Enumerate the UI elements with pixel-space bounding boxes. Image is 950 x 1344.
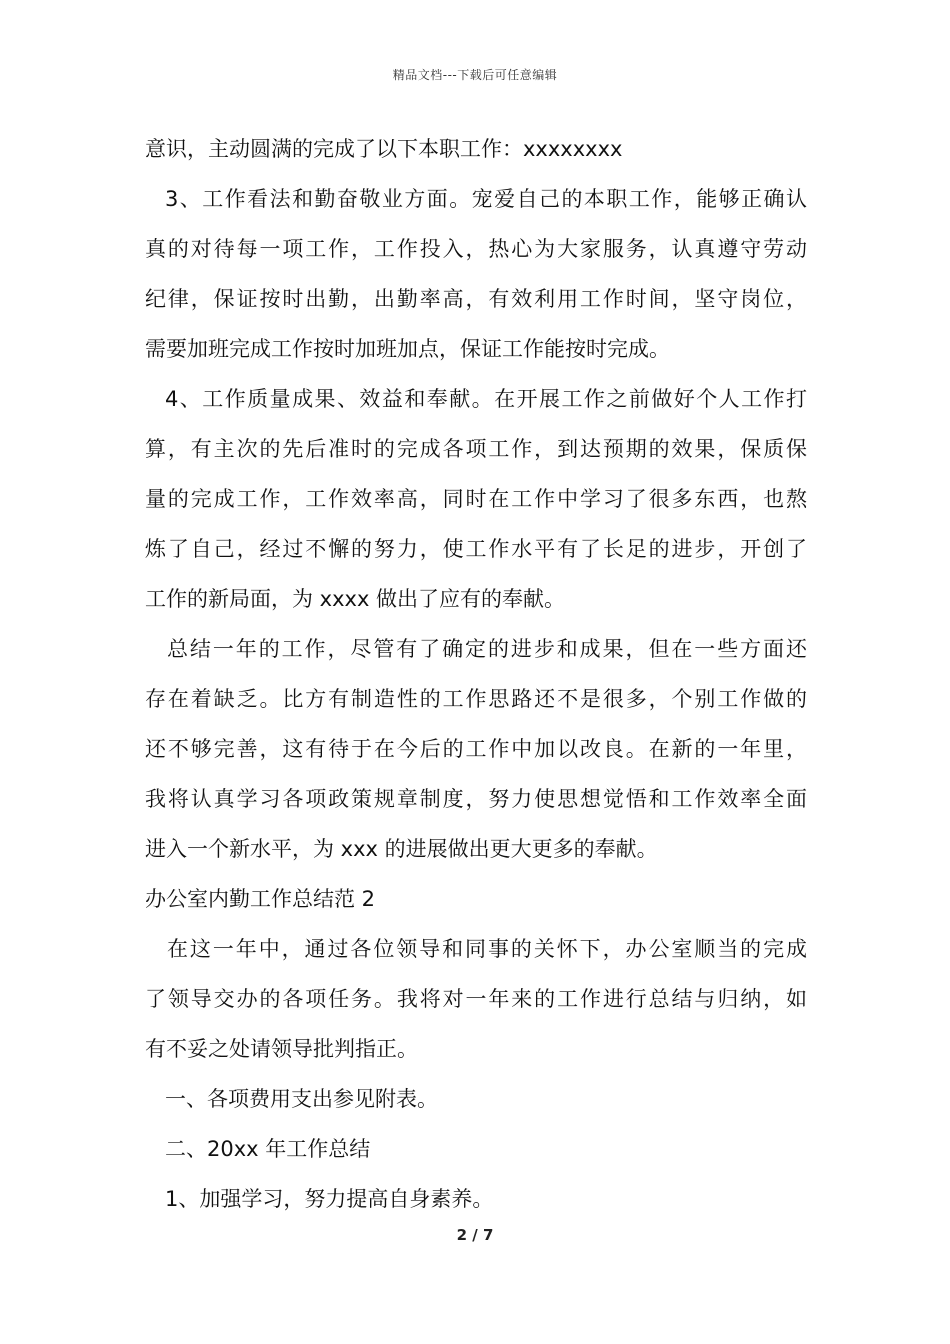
paragraph-line: 有不妥之处请领导批判指正。 xyxy=(145,1037,418,1061)
paragraph-line: 需要加班完成工作按时加班加点，保证工作能按时完成。 xyxy=(145,337,670,361)
paragraph-line: 总结一年的工作，尽管有了确定的进步和成果，但在一些方面还 xyxy=(167,637,807,661)
section-heading: 办公室内勤工作总结范 2 xyxy=(145,887,376,911)
paragraph-line: 3、工作看法和勤奋敬业方面。宠爱自己的本职工作，能够正确认 xyxy=(165,187,807,211)
paragraph-line: 在这一年中，通过各位领导和同事的关怀下，办公室顺当的完成 xyxy=(167,937,807,961)
paragraph-line: 意识，主动圆满的完成了以下本职工作：xxxxxxxx xyxy=(145,137,623,161)
paragraph-line: 工作的新局面，为 xxxx 做出了应有的奉献。 xyxy=(145,587,566,611)
paragraph-line: 量的完成工作，工作效率高，同时在工作中学习了很多东西，也熬 xyxy=(145,487,807,511)
list-item: 1、加强学习，努力提高自身素养。 xyxy=(165,1187,494,1211)
document-body xyxy=(145,124,807,1224)
paragraph-line: 4、工作质量成果、效益和奉献。在开展工作之前做好个人工作打 xyxy=(165,387,807,411)
paragraph-line: 存在着缺乏。比方有制造性的工作思路还不是很多，个别工作做的 xyxy=(145,687,807,711)
page-header: 精品文档---下载后可任意编辑 xyxy=(392,68,558,82)
paragraph-line: 真的对待每一项工作，工作投入，热心为大家服务，认真遵守劳动 xyxy=(145,237,807,261)
list-item: 二、20xx 年工作总结 xyxy=(165,1137,371,1161)
paragraph-line: 炼了自己，经过不懈的努力，使工作水平有了长足的进步，开创了 xyxy=(145,537,807,561)
paragraph-line: 算，有主次的先后准时的完成各项工作，到达预期的效果，保质保 xyxy=(145,437,807,461)
paragraph-line: 我将认真学习各项政策规章制度，努力使思想觉悟和工作效率全面 xyxy=(145,787,807,811)
list-item: 一、各项费用支出参见附表。 xyxy=(165,1087,438,1111)
paragraph-line: 还不够完善，这有待于在今后的工作中加以改良。在新的一年里， xyxy=(145,737,807,761)
paragraph-line: 进入一个新水平，为 xxx 的进展做出更大更多的奉献。 xyxy=(145,837,658,861)
paragraph-line: 了领导交办的各项任务。我将对一年来的工作进行总结与归纳，如 xyxy=(145,987,807,1011)
page-number: 2 / 7 xyxy=(456,1226,494,1244)
paragraph-line: 纪律，保证按时出勤，出勤率高，有效利用工作时间，坚守岗位， xyxy=(145,287,807,311)
